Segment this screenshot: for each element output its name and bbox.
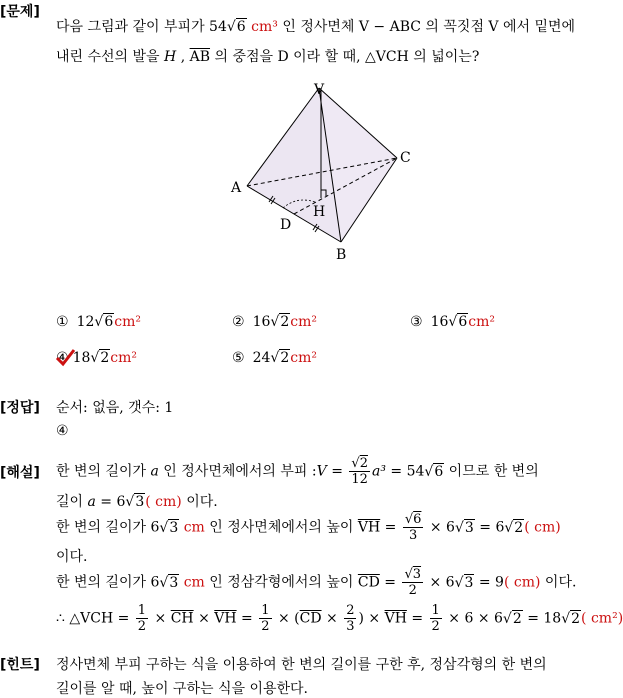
label-H: H: [313, 204, 326, 220]
tetrahedron-figure: [225, 78, 425, 268]
answer-line-2: ④: [56, 423, 69, 439]
option-3[interactable]: ③ 16√6cm²: [410, 314, 495, 330]
answer-line-1: 순서: 없음, 갯수: 1: [56, 400, 174, 416]
label-D: D: [280, 217, 292, 233]
label-A: A: [231, 180, 242, 196]
option-2[interactable]: ② 16√2cm²: [232, 314, 317, 330]
solution-line-2: 길이 a = 6√3( cm) 이다.: [56, 494, 218, 510]
hint-label: [힌트]: [0, 657, 40, 673]
option-4[interactable]: ④ 18√2cm²: [56, 350, 137, 366]
solution-line-1: 한 변의 길이가 a 인 정사면체에서의 부피 :V = $\frac{√2}{12}$ a³ = 54√6 이므로 한 변의: [56, 456, 539, 487]
solution-label: [해설]: [0, 465, 40, 481]
answer-label: [정답]: [0, 400, 40, 416]
checkmark-icon: [54, 348, 76, 368]
hint-line-1: 정사면체 부피 구하는 식을 이용하여 한 변의 길이를 구한 후, 정삼각형의 한 변의: [56, 657, 547, 673]
problem-line-1: 다음 그림과 같이 부피가 54√6 cm³ 인 정사면체 V − ABC 의 꼭짓점 V 에서 밑면에: [56, 19, 576, 35]
solution-line-6: ∴ △VCH = $\frac{1}{2}$ × $\overline{CH} \times \overline{VH}$ = $\frac{1}{2}$ × ($\overline{CD}$ × $\frac{2}{3}$ ) × $\overline{VH}$ = $\frac{1}{2}$ × 6 × 6√2 = 18√2( cm²): [56, 603, 623, 634]
solution-line-5: 한 변의 길이가 6√3 cm 인 정삼각형에서의 높이 $\overline{CD}$ = $\frac{√3}{2}$ × 6√3 = 9( cm) 이다.: [56, 567, 577, 598]
solution-line-3: 한 변의 길이가 6√3 cm 인 정사면체에서의 높이 $\overline{VH}$ = $\frac{√6}{3}$ × 6√3 = 6√2( cm): [56, 512, 561, 543]
label-V: V: [314, 82, 325, 98]
problem-line-2: 내린 수선의 발을 H , $\overline{AB}$ 의 중점을 D 이라 할 때, △VCH 의 넓이는?: [56, 49, 480, 65]
option-5[interactable]: ⑤ 24√2cm²: [232, 350, 317, 366]
label-C: C: [400, 150, 411, 166]
volume-unit: cm³: [251, 19, 278, 35]
solution-line-4: 이다.: [56, 549, 88, 565]
label-B: B: [336, 247, 347, 263]
hint-line-2: 길이를 알 때, 높이 구하는 식을 이용한다.: [56, 681, 308, 697]
option-1[interactable]: ① 12√6cm²: [56, 314, 141, 330]
problem-label: [문제]: [0, 4, 40, 20]
